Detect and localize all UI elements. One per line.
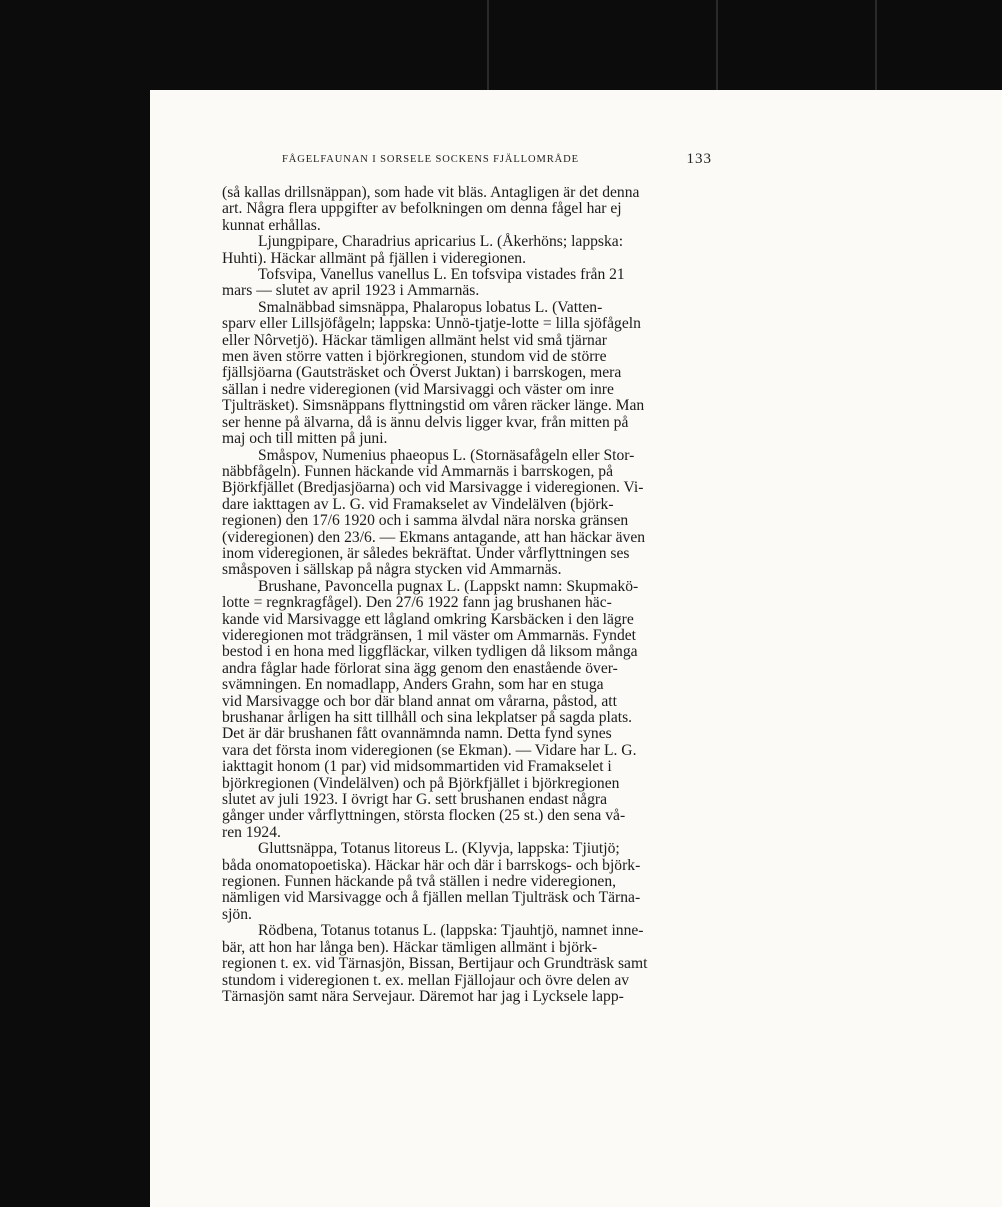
text-line: sjön. [222, 905, 252, 923]
text-line: ren 1924. [222, 823, 281, 841]
text-line: Ljungpipare, Charadrius apricarius L. (Åkerhöns; lappska: [258, 233, 624, 251]
text-line: gånger under vårflyttningen, största flocken (25 st.) den sena vå- [222, 807, 626, 825]
text-line: näbbfågeln). Funnen häckande vid Ammarnäs i barrskogen, på [222, 462, 614, 480]
text-line: Smalnäbbad simsnäppa, Phalaropus lobatus L. (Vatten- [258, 298, 603, 316]
text-line: småspoven i sällskap på några stycken vid Ammarnäs. [222, 561, 562, 579]
text-line: sällan i nedre videregionen (vid Marsivaggi och väster om inre [222, 380, 614, 398]
page-number: 133 [686, 151, 712, 167]
text-line: regionen. Funnen häckande på två ställen i nedre videregionen, [222, 873, 617, 891]
text-line: Rödbena, Totanus totanus L. (lappska: Tjauhtjö, namnet inne- [258, 922, 644, 940]
text-line: art. Några flera uppgifter av befolkningen om denna fågel har ej [222, 200, 622, 218]
text-line: kunnat erhållas. [222, 216, 321, 234]
text-line: vara det första inom videregionen (se Ekman). — Vidare har L. G. [222, 741, 637, 759]
text-line: videregionen mot trädgränsen, 1 mil väster om Ammarnäs. Fyndet [222, 626, 637, 644]
text-line: Gluttsnäppa, Totanus litoreus L. (Klyvja, lappska: Tjiutjö; [258, 840, 620, 858]
text-line: kande vid Marsivagge ett lågland omkring Karsbäcken i den lägre [222, 610, 634, 628]
text-line: sparv eller Lillsjöfågeln; lappska: Unnö-tjatje-lotte = lilla sjöfågeln [222, 315, 641, 333]
text-line: slutet av juli 1923. I övrigt har G. sett brushanen endast några [222, 791, 607, 809]
text-line: iakttagit honom (1 par) vid midsommartiden vid Framakselet i [222, 758, 612, 776]
text-line: mars — slutet av april 1923 i Ammarnäs. [222, 282, 480, 300]
text-line: Tjulträsket). Simsnäppans flyttningstid om våren räcker länge. Man [222, 397, 645, 415]
text-line: inom videregionen, är således bekräftat. Under vårflyttningen ses [222, 544, 630, 562]
text-line: lotte = regnkragfågel). Den 27/6 1922 fann jag brushanen häc- [222, 594, 612, 612]
text-line: båda onomatopoetiska). Häckar här och där i barrskogs- och björk- [222, 856, 641, 874]
text-line: Tofsvipa, Vanellus vanellus L. En tofsvipa vistades från 21 [258, 266, 625, 284]
text-line: (videregionen) den 23/6. — Ekmans antagande, att han häckar även [222, 528, 646, 546]
text-line: Björkfjället (Bredjasjöarna) och vid Marsivagge i videregionen. Vi- [222, 479, 644, 497]
text-line: nämligen vid Marsivagge och å fjällen mellan Tjulträsk och Tärna- [222, 889, 641, 907]
text-line: Småspov, Numenius phaeopus L. (Stornäsafågeln eller Stor- [258, 446, 635, 464]
text-line: Det är där brushanen fått ovannämnda namn. Detta fynd synes [222, 725, 612, 743]
text-line: bär, att hon har långa ben). Häckar tämligen allmänt i björk- [222, 938, 598, 956]
text-line: maj och till mitten på juni. [222, 430, 388, 448]
text-line: stundom i videregionen t. ex. mellan Fjällojaur och övre delen av [222, 971, 630, 989]
text-line: andra fåglar hade förlorat sina ägg genom den enastående över- [222, 659, 618, 677]
text-line: men även större vatten i björkregionen, stundom vid de större [222, 348, 607, 366]
text-line: svämningen. En nomadlapp, Anders Grahn, som har en stuga [222, 676, 604, 694]
text-line: regionen) den 17/6 1920 och i samma älvdal nära norska gränsen [222, 512, 629, 530]
page-header [282, 151, 712, 172]
text-line: Tärnasjön samt nära Servejaur. Däremot har jag i Lycksele lapp- [222, 987, 624, 1005]
text-line: Brushane, Pavoncella pugnax L. (Lappskt namn: Skupmakö- [258, 577, 639, 595]
text-line: fjällsjöarna (Gautsträsket och Överst Juktan) i barrskogen, mera [222, 364, 622, 382]
text-line: Huhti). Häckar allmänt på fjällen i videregionen. [222, 249, 526, 267]
running-title: FÅGELFAUNAN I SORSELE SOCKENS FJÄLLOMRÅDE [282, 154, 579, 165]
text-line: vid Marsivagge och bor där bland annat om vårarna, påstod, att [222, 692, 617, 710]
text-line: brushanar årligen ha sitt tillhåll och sina lekplatser på sagda plats. [222, 709, 633, 726]
body-text [222, 185, 708, 1005]
text-line: regionen t. ex. vid Tärnasjön, Bissan, Bertijaur och Grundträsk samt [222, 955, 648, 973]
text-line: bestod i en hona med liggfläckar, vilken tydligen då liksom många [222, 643, 638, 661]
text-line: björkregionen (Vindelälven) och på Björkfjället i björkregionen [222, 774, 620, 792]
document-page [150, 90, 1002, 1207]
text-line: eller Nôrvetjö). Häckar tämligen allmänt helst vid små tjärnar [222, 331, 607, 349]
text-line: (så kallas drillsnäppan), som hade vit bläs. Antagligen är det denna [222, 184, 640, 201]
text-line: ser henne på älvarna, då is ännu delvis ligger kvar, från mitten på [222, 413, 629, 431]
text-line: dare iakttagen av L. G. vid Framakselet av Vindelälven (björk- [222, 495, 614, 513]
